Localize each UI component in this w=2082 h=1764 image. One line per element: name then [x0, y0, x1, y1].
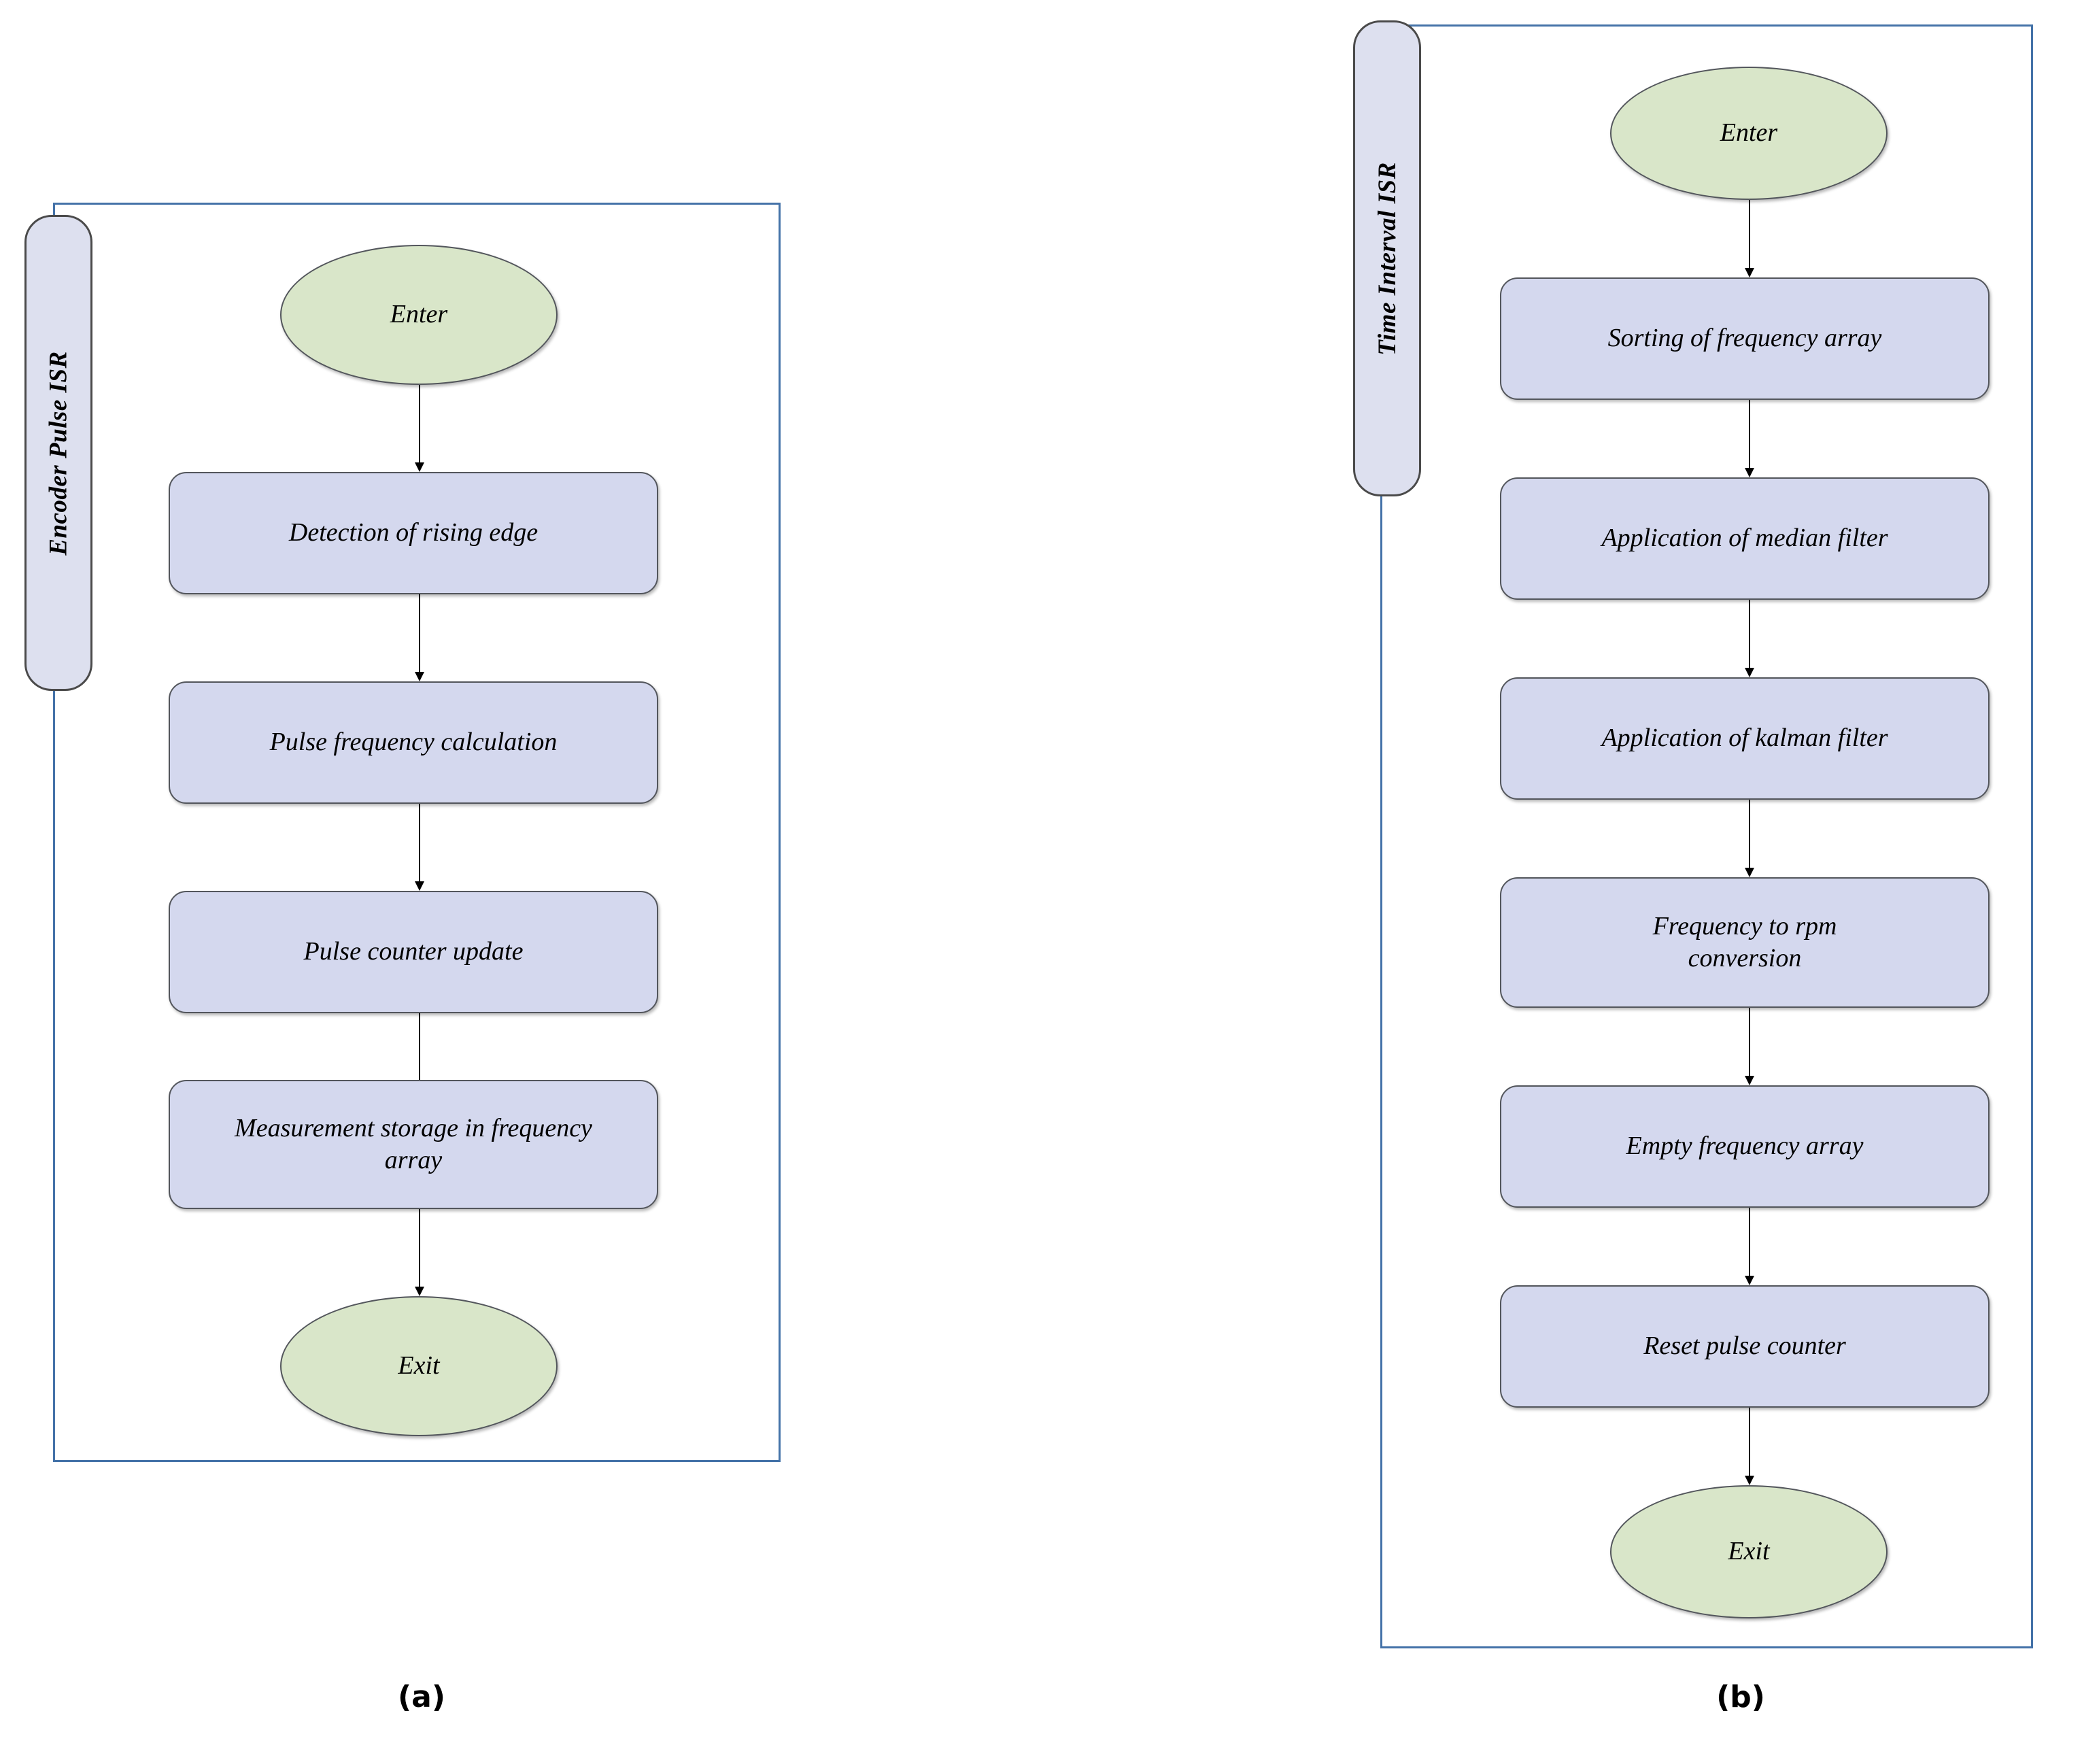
panel-b-node-empty-array-label: Empty frequency array — [1626, 1132, 1864, 1161]
panel-a-node-counter-update — [169, 891, 658, 1013]
panel-a-caption: (a) — [398, 1680, 445, 1714]
panel-a-node-frequency-calculation — [169, 681, 658, 804]
panel-b-side-label — [1353, 20, 1421, 496]
panel-a-node-measurement-storage-label: Measurement storage in frequency array — [235, 1113, 592, 1174]
panel-b-node-rpm-conversion — [1500, 877, 1990, 1008]
panel-a-node-detection-label: Detection of rising edge — [288, 518, 539, 547]
panel-b-caption: (b) — [1716, 1680, 1765, 1714]
panel-b-node-rpm-conversion-label: Frequency to rpm conversion — [1652, 911, 1837, 972]
panel-a-side-label-text: Encoder Pulse ISR — [44, 350, 73, 556]
panel-b-node-exit-label: Exit — [1728, 1537, 1770, 1566]
panel-b-node-enter-label: Enter — [1720, 118, 1778, 148]
panel-a-node-frequency-calculation-label: Pulse frequency calculation — [269, 728, 558, 757]
panel-b-node-reset-counter — [1500, 1285, 1990, 1408]
panel-b-node-reset-counter-label: Reset pulse counter — [1643, 1332, 1846, 1361]
panel-b-node-median-filter-label: Application of median filter — [1601, 524, 1888, 553]
panel-b-node-sorting — [1500, 277, 1990, 400]
panel-a-frame — [53, 203, 781, 1462]
panel-a-node-enter — [280, 245, 558, 385]
panel-a-node-exit-label: Exit — [398, 1351, 440, 1380]
panel-a-side-label — [24, 215, 92, 691]
panel-a-node-counter-update-label: Pulse counter update — [303, 937, 524, 966]
panel-a-node-enter-label: Enter — [390, 300, 448, 329]
panel-b-node-sorting-label: Sorting of frequency array — [1607, 324, 1882, 353]
panel-a-node-detection — [169, 472, 658, 594]
panel-a-node-measurement-storage — [169, 1080, 658, 1209]
panel-b-side-label-text: Time Interval ISR — [1373, 161, 1401, 356]
panel-b-node-empty-array — [1500, 1085, 1990, 1208]
panel-b-node-exit — [1610, 1485, 1888, 1618]
panel-b-node-kalman-filter — [1500, 677, 1990, 800]
panel-a-node-exit — [280, 1296, 558, 1436]
panel-b-node-kalman-filter-label: Application of kalman filter — [1601, 724, 1888, 753]
panel-b-node-enter — [1610, 67, 1888, 200]
panel-b-node-median-filter — [1500, 477, 1990, 600]
